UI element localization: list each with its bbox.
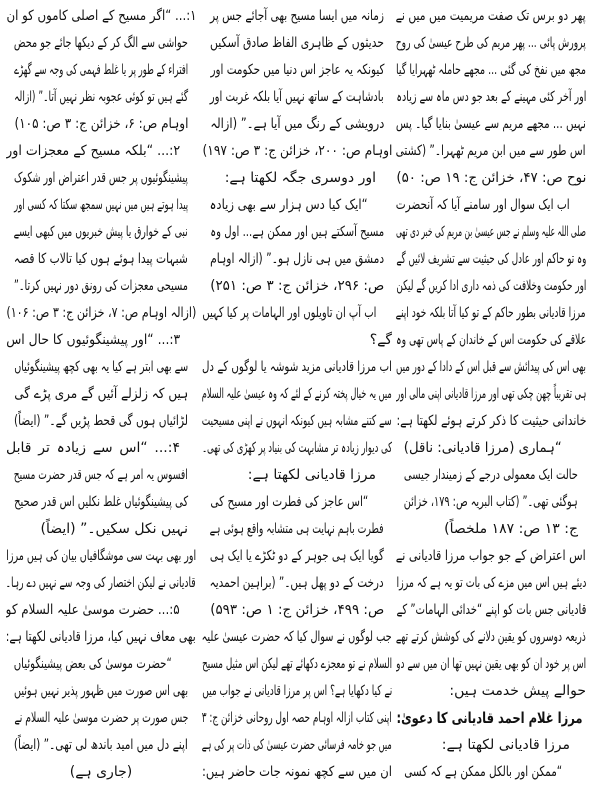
text-line (6, 435, 196, 462)
text-line (6, 84, 196, 111)
text-line (396, 327, 586, 354)
line-text: مرزا قادیانی بطور حاکم کے تو کیا آتا بلکہ خود اپنے (396, 305, 586, 321)
line-text: افتراء کے طور پر یا غلط فہمی کی وجہ سے گھڑے (13, 62, 188, 78)
text-line (396, 84, 586, 111)
text-line (396, 435, 586, 462)
line-text: ۱:... “اگر مسیح کے اصلی کاموں کو ان (6, 8, 196, 24)
line-text: مجھ میں نفخ کی گئی ... مجھے حاملہ ٹھہرایا گیا (396, 62, 586, 78)
line-text: سے بھی ابتر ہے کیا یہ بھی کچھ پیشینگوئیاں (14, 359, 188, 375)
continued-note (6, 759, 196, 786)
text-line (6, 462, 196, 489)
text-line (396, 138, 586, 165)
line-text: سے کتنے مشابہ ہیں کیونکہ انہوں نے اپنی مسیحیت (202, 413, 392, 429)
text-line (6, 651, 196, 678)
column-left (6, 3, 196, 789)
line-text: درویشی کے رنگ میں آیا ہے۔” (ازالہ (210, 116, 384, 132)
line-text: بھی اس صورت میں ظہور پذیر نہیں ہوئیں (14, 683, 188, 699)
line-text: مرزا غلام احمد قادیانی کا دعویٰ: (396, 709, 582, 727)
line-text: قادیانی جس بات کو اپنے “خدائی الہامات” کے (396, 602, 586, 618)
text-line (6, 327, 196, 354)
line-text: افسوس یہ امر ہے کہ جس قدر حضرت مسیح (13, 467, 188, 483)
text-line (6, 165, 196, 192)
line-text: ہیں کہ زلزلے آئیں گے مری پڑے گی (14, 386, 188, 402)
text-line (202, 759, 392, 786)
text-line (202, 381, 392, 408)
line-text: نوح ص: ۴۷، خزائن ج: ۱۹ ص: ۵۰) (396, 170, 586, 186)
text-line (202, 678, 392, 705)
line-text: بھی اس کی پیدائش سے قبل اس کے دادا کے دور میں (396, 359, 586, 375)
text-line (202, 273, 392, 300)
text-line (202, 543, 392, 570)
line-text: گویا ایک ہی جوہر کے دو ٹکڑے یا ایک ہی (210, 548, 384, 564)
text-line (6, 219, 196, 246)
line-text: اب مرزا قادیانی مزید شوشہ یا لوگوں کے دل (202, 359, 392, 375)
line-text: ذریعہ دوسروں کو یقین دلانے کی کوشش کرتے تھے (396, 629, 586, 645)
section-heading (396, 705, 586, 732)
line-text: (جاری ہے) (69, 764, 133, 780)
line-text: خاندانی حیثیت کا ذکر کرتے ہوئے لکھتا ہے: (396, 413, 586, 429)
line-text: جب لوگوں نے سوال کیا کہ حضرت عیسیٰ علیہ (202, 629, 392, 645)
line-text: میں جو خامہ فرسائی حضرت عیسیٰ کی ذات پر کی ہے (202, 737, 392, 753)
line-text: قادیانی نے لیکن اختصار کی وجہ سے نہیں دے رہا۔ (6, 575, 196, 591)
line-text: دمشق میں ہی نازل ہو۔” (ازالہ اوہام (209, 251, 384, 267)
text-line (6, 3, 196, 30)
line-text: کی پیشینگوئیاں غلط نکلیں اس قدر صحیح (14, 494, 188, 510)
text-line (6, 408, 196, 435)
line-text: ۲:... “بلکہ مسیح کے معجزات اور (6, 143, 180, 159)
line-text: میں یہ خیال پختہ کرنے کے لئے کہ وہ عیسیٰ علیہ السلام (202, 386, 392, 402)
text-line (202, 30, 392, 57)
line-text: ۴:... “اس سے زیادہ تر قابل (6, 440, 180, 456)
text-line (6, 570, 196, 597)
line-text: نہیں ... مجھے مریم سے عیسیٰ بنایا گیا۔ پس (396, 116, 586, 132)
text-line (6, 354, 196, 381)
text-line (396, 111, 586, 138)
text-line (202, 354, 392, 381)
text-line (396, 570, 586, 597)
text-line (202, 462, 392, 489)
text-line (396, 381, 586, 408)
line-text: “اس عاجز کی فطرت اور مسیح کی (209, 494, 368, 510)
line-text: پھر دو برس تک صفت مریمیت میں میں نے (396, 8, 586, 24)
text-line (202, 3, 392, 30)
text-line (396, 219, 586, 246)
line-text: اور آخر کئی مہینے کے بعد جو دس ماہ سے زیادہ (396, 89, 586, 105)
text-line (202, 219, 392, 246)
text-line (396, 30, 586, 57)
line-text: پیشینگوئیوں پر جس قدر اعتراض اور شکوک (14, 170, 188, 186)
text-line (202, 408, 392, 435)
line-text: بادشاہت کے ساتھ نہیں آیا بلکہ غربت اور (209, 89, 384, 105)
line-text: ۳:... “اور پیشینگوئیوں کا حال اس (6, 332, 180, 348)
text-line (6, 273, 196, 300)
line-text: “ایک کیا دس ہزار سے بھی زیادہ (209, 197, 368, 213)
text-line (202, 84, 392, 111)
line-text: اس پر خود ان کو بھی یقین نہیں تھا ان میں سے دو (396, 656, 586, 672)
line-text: اوہام ص: ۶، خزائن ج: ۳ ص: ۱۰۵) (14, 116, 188, 132)
line-text: جس صورت پر حضرت موسیٰ علیہ السلام نے (13, 710, 188, 726)
text-line (6, 381, 196, 408)
line-text: پیدا ہوتے ہیں میں نہیں سمجھ سکتا کہ کسی اور (14, 197, 188, 213)
text-line (396, 624, 586, 651)
text-line (396, 462, 586, 489)
text-line (202, 489, 392, 516)
text-line (396, 300, 586, 327)
line-text: اور حکومت وخلافت کی ذمہ داری ادا کریں گے لیکن (396, 278, 586, 294)
text-line (6, 246, 196, 273)
line-text: حدیثوں کے ظاہری الفاظ صادق آسکیں (209, 35, 384, 51)
text-line (6, 57, 196, 84)
line-text: اب ایک سوال اور سامنے آیا کہ آنحضرت (396, 197, 570, 213)
line-text: اور بھی بہت سی موشگافیاں بیان کی ہیں مرزا (6, 548, 196, 564)
line-text: درخت کے دو پھل ہیں۔” (براہین احمدیہ (210, 575, 384, 591)
text-line (396, 408, 586, 435)
line-text: نے کیا دکھایا ہے؟ اس پر مرزا قادیانی نے جواب میں (202, 683, 392, 699)
line-text: اس اعتراض کے جو جواب مرزا قادیانی نے (396, 548, 586, 564)
text-line (396, 543, 586, 570)
text-line (6, 597, 196, 624)
line-text: فطرت باہم نہایت ہی متشابہ واقع ہوئی ہے (209, 521, 384, 537)
text-line (6, 138, 196, 165)
line-text: ج: ۱۳ ص: ۱۸۷ ملخصاً) (444, 521, 578, 537)
text-line (202, 651, 392, 678)
text-line (202, 111, 392, 138)
line-text: اب آپ ان تاویلوں اور الہامات پر کیا کہیں (202, 305, 376, 321)
text-line (396, 57, 586, 84)
line-text: گے؟ (369, 332, 392, 348)
line-text: علاقے کی حکومت اس کے خاندان کے پاس تھی وہ (396, 332, 586, 348)
text-line (396, 732, 586, 759)
line-text: “حضرت موسیٰ کی بعض پیشینگوئیاں (14, 656, 172, 672)
line-text: “ممکن اور بالکل ممکن ہے کہ کسی (404, 764, 562, 780)
line-text: ہی تقریباً چھن چکی تھی اور مرزا قادیانی اپنی مالی اور (396, 386, 586, 402)
column-middle (202, 3, 392, 789)
text-line (396, 192, 586, 219)
text-line (202, 138, 392, 165)
text-line (6, 705, 196, 732)
text-line (396, 597, 586, 624)
line-text: حواشی سے الگ کر کے دیکھا جائے جو محض (14, 35, 188, 51)
text-line (202, 327, 392, 354)
text-line (396, 489, 586, 516)
text-line (396, 3, 586, 30)
text-line (202, 624, 392, 651)
line-text: پرورش پائی ... پھر مریم کی طرح عیسیٰ کی روح (396, 35, 586, 51)
line-text: اس طور سے میں ابن مریم ٹھہرا۔” (کشتی (396, 143, 586, 159)
text-line (396, 651, 586, 678)
line-text: حالت ایک معمولی درجے کے زمیندار جیسی (403, 467, 578, 483)
line-text: مسیحی معجزات کی رونق دور نہیں کرتا۔” (13, 278, 188, 294)
line-text: اپنی کتاب ازالہ اوہام حصہ اول روحانی خزائن ج: ۳ (202, 710, 392, 726)
line-text: صلی اللہ علیہ وسلم نے جس عیسیٰ بن مریم کی خبر دی تھی (396, 224, 586, 240)
line-text: شبہات پیدا ہوئے ہوں کیا تالاب کا قصہ (14, 251, 188, 267)
text-line (202, 165, 392, 192)
text-line (6, 678, 196, 705)
line-text: مسیح آسکتے ہیں اور ممکن ہے... اول وہ (209, 224, 384, 240)
text-line (202, 192, 392, 219)
line-text: کی دیوار زیادہ تر مشابہت کی بنیاد پر کھڑی کی تھی۔ (202, 440, 392, 456)
line-text: دیئے ہیں اس میں مزے کی بات تو یہ ہے کہ مرزا (396, 575, 586, 591)
text-line (396, 516, 586, 543)
line-text: مرزا قادیانی لکھتا ہے: (247, 467, 376, 483)
text-line (202, 570, 392, 597)
line-text: ہوگئی تھی۔” (کتاب البریہ ص: ۱۷۹، خزائن (404, 494, 578, 510)
text-line (202, 300, 392, 327)
line-text: ص: ۲۹۶، خزائن ج: ۳ ص: ۲۵۱) (209, 278, 384, 294)
text-line (202, 57, 392, 84)
line-text: “ہماری (مرزا قادیانی: ناقل) (404, 440, 562, 456)
text-line (202, 597, 392, 624)
text-line (6, 543, 196, 570)
line-text: کیونکہ یہ عاجز اس دنیا میں حکومت اور (210, 62, 384, 78)
line-text: السلام نے تو معجزے دکھائے تھے لیکن اس مثیل مسیح (202, 656, 392, 672)
text-line (202, 246, 392, 273)
line-text: نہیں نکل سکیں۔” (ایضاً) (40, 521, 188, 537)
line-text: وہ تو حاکم اور عادل کی حیثیت سے تشریف لائیں گے (396, 251, 586, 267)
text-line (396, 354, 586, 381)
line-text: (ازالہ اوہام ص: ۷، خزائن ج: ۳ ص: ۱۰۶) (6, 305, 196, 321)
text-line (202, 435, 392, 462)
text-line (6, 300, 196, 327)
text-line (202, 705, 392, 732)
line-text: لڑائیاں ہوں گی قحط پڑیں گے۔” (ایضاً) (14, 413, 188, 429)
text-line (202, 732, 392, 759)
text-line (6, 489, 196, 516)
line-text: اور دوسری جگہ لکھتا ہے: (224, 170, 376, 186)
line-text: اوہام ص: ۲۰۰، خزائن ج: ۳ ص: ۱۹۷) (202, 143, 392, 159)
text-line (396, 246, 586, 273)
text-line (6, 30, 196, 57)
text-line (6, 111, 196, 138)
line-text: گئے ہیں تو کوئی عجوبہ نظر نہیں آتا۔” (ازالہ (13, 89, 188, 105)
text-line (202, 516, 392, 543)
line-text: حوالے پیش خدمت ہیں: (449, 683, 586, 699)
line-text: ص: ۴۹۹، خزائن ج: ۱ ص: ۵۹۳) (209, 602, 384, 618)
line-text: بھی معاف نہیں کیا، مرزا قادیانی لکھتا ہے: (6, 629, 196, 645)
text-line (396, 678, 586, 705)
column-right (396, 3, 586, 789)
line-text: مرزا قادیانی لکھتا ہے: (441, 737, 570, 753)
text-line (6, 732, 196, 759)
line-text: اپنے دل میں امید باندھ لی تھی۔” (ایضاً) (14, 737, 188, 753)
line-text: زمانہ میں ایسا مسیح بھی آجائے جس پر (210, 8, 384, 24)
text-line (6, 624, 196, 651)
text-line (396, 759, 586, 786)
line-text: ۵:... حضرت موسیٰ علیہ السلام کو (6, 602, 180, 618)
text-line (6, 516, 196, 543)
text-line (396, 273, 586, 300)
line-text: ان میں سے کچھ نمونہ جات حاضر ہیں: (202, 764, 392, 780)
text-line (6, 192, 196, 219)
line-text: نبی کے خوارق یا پیش خبریوں میں کبھی ایسے (13, 224, 188, 240)
text-line (396, 165, 586, 192)
